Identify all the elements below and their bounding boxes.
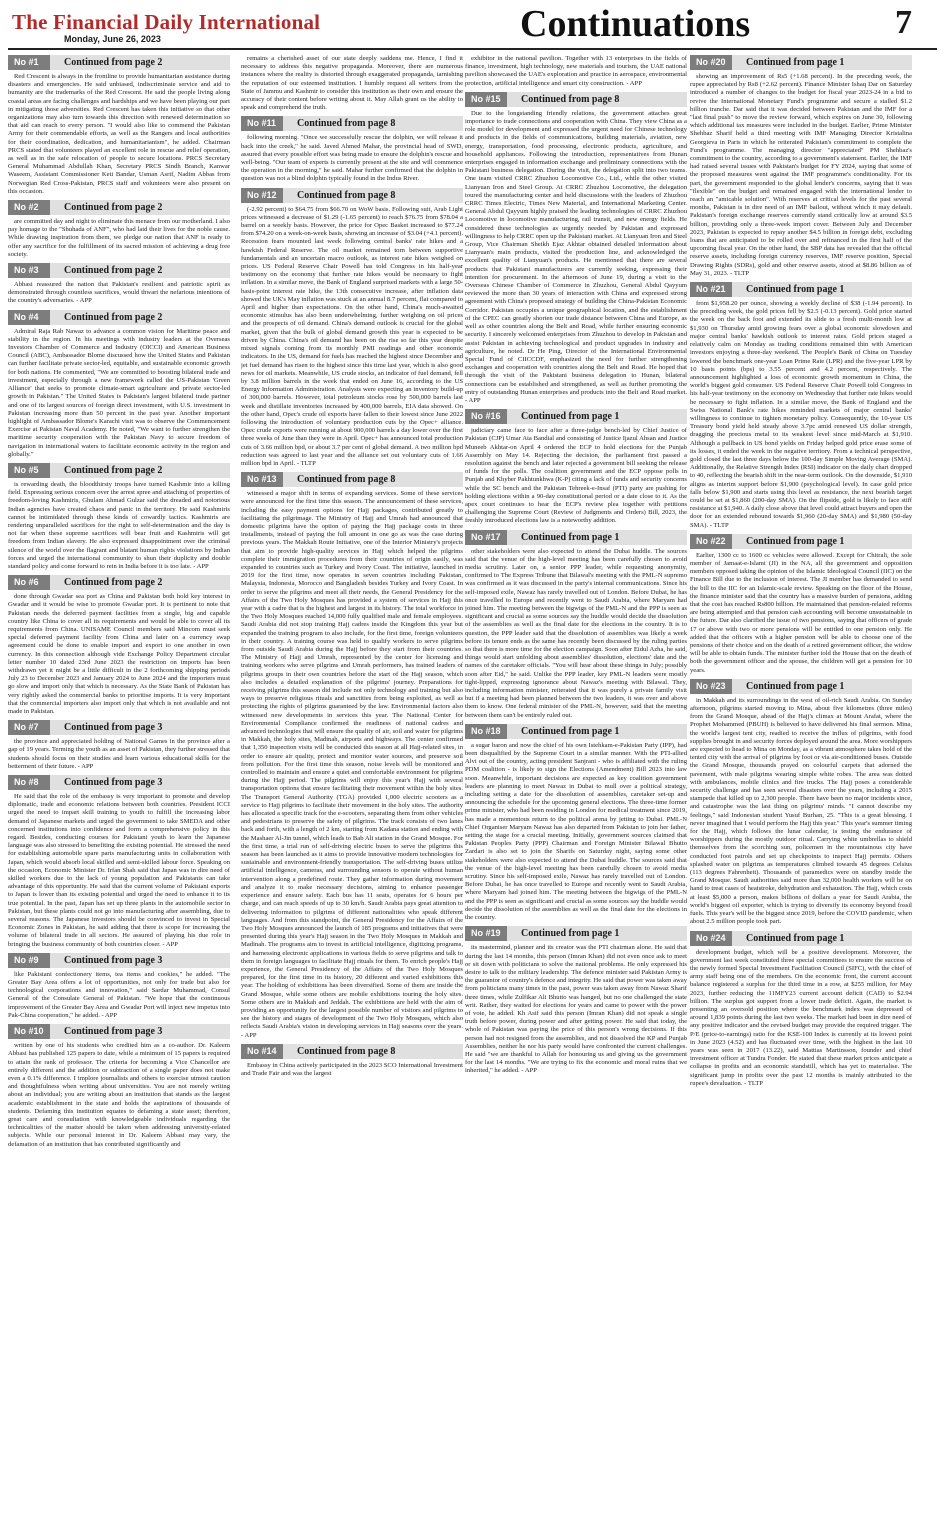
story xyxy=(465,92,687,405)
masthead xyxy=(0,0,945,50)
story-number: No #13 xyxy=(241,472,283,487)
continued-from-label: Continued from page 1 xyxy=(746,284,845,296)
masthead-rule xyxy=(8,48,937,50)
continued-from-label: Continued from page 3 xyxy=(64,1026,163,1038)
story-body: exhibitor in the national pavilion. Together with 13 enterprises in the fields of finance, investment, high technology, new materials and tourism, the UAE national pavilion showcased the UAE's exploration and practice in aerospace, environmental protection, artificial intelligence and smart city construction. - APP xyxy=(465,55,687,87)
story xyxy=(465,724,687,922)
story-header xyxy=(8,720,230,735)
continued-from-label: Continued from page 2 xyxy=(64,265,163,277)
story-body: are committed day and night to eliminate this menace from our motherland. I also pay homage to the "Shuhada of ANF", who had laid their lives for the noble cause. While drawing inspiration from them, we pledge our nation that ANF is ready to offer any sacrifice for the fulfillment of its sacred mission of achieving a drug free society. xyxy=(8,218,230,258)
column-4 xyxy=(690,55,912,1525)
continued-from-label: Continued from page 1 xyxy=(746,680,845,692)
story-number: No #8 xyxy=(8,775,50,790)
story-body: done through Gwadar sea port as China and Pakistan both hold key interest in Gwadar and it would be wise to promote Gwadar port. It is pertinent to note that Pakistan needs the deferred payment facilities from a single, big and capable country like China to cover all its requirements and would be able to cover all its requirements from China. UNISAME Council members said Mincom must seek special deferred payment facility from China and later on a currency swap agreement could be done to enable import and export to one another in own currency. In this connection although vide Exchange Policy Department circular letter number 10 dated 23rd June 2023 the restriction on imports has been withdrawn yet it might be a little difficult in the 2 forthcoming shipping periods July 23 to December 2023 and January 2024 to June 2024 and the importers must go slow and import only that which is necessary. As the State Bank of Pakistan has very rightly asked the commercial banks to prioritise imports. It is very important that the commercial importers also import only that which is not available and not made in Pakistan. xyxy=(8,593,230,715)
story-number: No #12 xyxy=(241,188,283,203)
story-header xyxy=(241,188,463,203)
story-header xyxy=(8,310,230,325)
paper-name: The Financial Daily International xyxy=(12,10,321,34)
story-number: No #22 xyxy=(690,534,732,549)
story-number: No #24 xyxy=(690,931,732,946)
story-header xyxy=(241,1044,463,1059)
story-number: No #6 xyxy=(8,575,50,590)
story-body: Earlier, 1300 cc to 1600 cc vehicles were allowed. Except for Chitrali, the sole member of Jamaat-e-Islami (JI) in the NA, all the government and opposition members opposed taking the opinion of the Islamic Ideological Council (IIC) on the Finance Bill due to the inclusion of interest. The JI member has demanded to send the bill to the IIC for an Islamic-scale review. Speaking on the floor of the House, the finance minister said that the country has a massive burden of pensions, adding that the cost has reached Rs800 billion. He maintained that pension-related reforms are being attempted and that pension cash accounting will become unsustainable in the future. Dar also clarified the issue of two pensions, saying that officers of grade 17 or above with two or more pensions will be entitled to one pension only. He added that the officers with a higher pension will be able to choose one of the pensions of their choice and on the death of a retired government officer, the widow will be able to obtain funds. The minister further told the House that on the death of both the government officer and the spouse, the children will get a pension for 10 years. xyxy=(690,551,912,674)
story-body: the province and appreciated holding of National Games in the province after a gap of 19 years. Terming the youth as an asset of Pakistan, they further stressed that students should focus on their studies and learn various educational skills for the betterment of their future. - APP xyxy=(8,738,230,770)
page-number: 7 xyxy=(895,4,912,41)
story-header xyxy=(8,55,230,70)
continued-from-label: Continued from page 2 xyxy=(64,464,163,476)
story xyxy=(241,55,463,112)
story-body: written by one of his students who credited him as a co-author. Dr. Kaleem Abbasi has published 125 papers to date, while a minimum of 15 papers is required to attain the rank of professor. The criteria for becoming a Vice Chancellor are entirely different and the addition or subtraction of a single paper does not make even a 0.1% difference. I implore journalists and others to exercise utmost caution and thoughtfulness when writing about universities. You are not merely writing about an individual; you are writing about an institution that stands as the largest academic establishment in the state and holds the aspirations of thousands of students. Defaming this institution equates to defaming a state asset; therefore, great care and consultation with knowledgeable individuals regarding the technicalities of the matter should be taken when addressing university-related subjects. While our personal interest in Dr. Kaleem Abbasi may vary, the defamation of an institution that has contributed significantly and xyxy=(8,1042,230,1148)
story-number: No #1 xyxy=(8,55,50,70)
story xyxy=(8,1024,230,1149)
story xyxy=(8,720,230,771)
story-number: No #2 xyxy=(8,200,50,215)
story-header xyxy=(8,775,230,790)
continued-from-label: Continued from page 8 xyxy=(297,189,396,201)
story xyxy=(8,310,230,459)
story xyxy=(690,679,912,927)
story-header xyxy=(8,263,230,278)
continued-from-label: Continued from page 2 xyxy=(64,577,163,589)
story-header xyxy=(8,463,230,478)
story-body: from $1,958.20 per ounce, showing a weekly decline of $38 (-1.94 percent). In the preceding week, the gold prices fell by $2.5 (-0.13 percent). Gold price started the week on the back foot and extended its slide to a fresh multi-month low at $1,930 on Thursday amid growing fears over a global economic slowdown and major central banks' hawkish outlook to interest rates. Gold prices staged a relatively calm on Monday as trading conditions remained thin with American investors enjoying a three-day weekend. The People's Bank of China on Tuesday lowered the benchmark one-year Loan Prime Rate (LPR) and the five-year LPR by 10 basis points (bps) to 3.55 percent and 4.2 percent, respectively. The announcement highlighted a loss of economic growth momentum in China, the world's biggest gold consumer. US Federal Reserve Chair Powell told Congress in his half-year testimony on the economy on Wednesday that further rate hikes would be necessary to fight inflation. In a similar move, the Bank of England and the Swiss National Bank's rate hikes reminded markets of major central banks' willingness to continue to tighten monetary policy. Consequently, the 10-year US Treasury bond yield held steady above 3.7pc amid renewed US dollar strength, dragging the precious metal to its weakest level since mid-March at $1,910. Although a pullback in US bond yields on Friday helped gold price erase some of its losses, it ended the week in the negative territory. From a technical perspective, gold closed the last three days below the 100-day Simple Moving Average (SMA). Additionally, the Relative Strength Index (RSI) indicator on the daily chart dropped to 40, reflecting the bearish shift in the near-term outlook. On the downside, $1,910 aligns as interim support before $1,900 (psychological level). In case gold price falls below $1,900 and starts using this level as resistance, the next bearish target could be set at $1,860 (200-day SMA). On the flipside, gold is likely to face stiff resistance at $1,940. A daily close above that level could attract buyers and open the door for an extended rebound towards $1,960 (20-day SMA) and $1,980 (50-day SMA). - TLTP xyxy=(690,300,912,529)
story-header xyxy=(465,724,687,739)
story-number: No #19 xyxy=(465,926,507,941)
continued-from-label: Continued from page 1 xyxy=(746,535,845,547)
story-body: Abbasi reassured the nation that Pakistan's resilient and patriotic spirit as demonstrated through countless sacrifices, would thwart the nefarious intentions of the country's adversaries. - APP xyxy=(8,281,230,305)
story-body: like Pakistani confectionery items, tea items and cookies," he added. "The Greater Bay Area offers a lot of opportunities, not only for trade but also for technological corporations and innovation," said Sardar Muhammad, Consul General of the Consulate General of Pakistan. "We hope that the continuous improvement of the Greater Bay Area and Gwadar Port will inject new impetus into Pak-China cooperation," he added. - APP xyxy=(8,970,230,1019)
story-body: showing an improvement of Rs5 (+1.68 percent). In the preceding week, the rupee appreciated by Rs8 (+2.62 percent). Finance Minister Ishaq Dar on Saturday introduced a number of changes to the budget for fiscal year 2023-24 in a bid to revive the International Monetary Fund's programme and secure a stalled $1.2 billion tranche. Dar said that it was decided between Pakistan and the IMF for a "last final push" to move the review forward, which expires on June 30, following which additional tax measures were included in the budget. Earlier, Prime Minister Shehbaz Sharif held a third meeting with IMF Managing Director Kristalina Georgieva in Paris in which he reiterated Pakistan's commitment to complete the Fund's programme. The managing director "appreciated" PM Shehbaz's commitment to the country, according to a government's statement. Earlier, the IMF had raised several issues with Pakistan's budget for FY 2024, saying that some of the proposed measures went against the IMF programme's conditionality. For its part, the government responded to the global lender's concerns, saying that it was "flexible" on the budget and remained engaged with the international lender to reach an "amicable solution". With reserves at critical levels for the past several months, Pakistan is in dire need of an IMF bailout, without which it may default. Pakistan's foreign exchange reserves currently stand critically low at around $3.5 billion, providing only a three-week import cover. Between July and December 2023, Pakistan is expected to repay another $4.5 billion in foreign debt, excluding loans that are anticipated to be rolled over and refinanced in the first half of the upcoming fiscal year. On the other hand, the SBP data has revealed that the official reserve assets, including foreign currency reserves, IMF reserve position, Special Drawing Rights (SDRs), gold and other reserve assets, stood at $8.86 billion as of May 31, 2023. - TLTP xyxy=(690,73,912,277)
continued-from-label: Continued from page 1 xyxy=(521,725,620,737)
story-body: Red Crescent is always in the frontline to provide humanitarian assistance during disasters and emergencies. He said unbiased, indiscriminate service and aid to humanity are the trademarks of the Red Crescent. He said the people living along coastal areas are facing challenges and hardships and we have been playing our part in mitigating those adversities. Red Crescent has taken this initiative so that other organizations may also turn towards this direction with renewed determination so that aid can reach to every person. "I would also like to commend the Pakistan Army for their commendable efforts, as well as the Rangers and local authorities for their coordination, dedication, and humanitarianism", he added. Chairman PRCS stated that volunteers played an excellent role in rescue and relief operation, as well as in the safe relocation of people to secure locations. PRCS Secretary General Muhammad Abdullah Khan, Secretary PRCS Sindh Branch, Kanwar Waseem, Assistant Commissioner Keti Bandar, Usman Asrif, Nadim Abbas from Norwegian Red Cross-Pakistan, PRCS staff and volunteers were also present on this occasion. xyxy=(8,73,230,195)
story xyxy=(465,530,687,720)
continued-from-label: Continued from page 1 xyxy=(521,531,620,543)
story-header xyxy=(690,534,912,549)
story xyxy=(8,200,230,259)
story-number: No #16 xyxy=(465,409,507,424)
section-title: Continuations xyxy=(520,3,751,45)
continued-from-label: Continued from page 8 xyxy=(297,1045,396,1057)
continued-from-label: Continued from page 8 xyxy=(297,118,396,130)
story xyxy=(8,463,230,571)
issue-date: Monday, June 26, 2023 xyxy=(64,34,161,44)
story-body: a sugar baron and now the chief of his own Istehkam-e-Pakistan Party (IPP), had been disqualified by the Supreme Court in a similar manner. With the PTI-allied Alvi out of the country, acting president Sanjrani - who is affiliated with the ruling PDM coalition - is likely to sign the Elections (Amendment) Bill 2023 into law soon. Meanwhile, important decisions are expected as key coalition government leaders are planning to meet Nawaz in Dubai to mull over a political strategy, including setting a date for the dissolution of assemblies, caretaker set-up and announcing the schedule for the upcoming general elections. The three-time former prime minister, who had been residing in London for medical treatment since 2019, has made a momentous return to the political arena by jetting to Dubai. PML-N Chief Organiser Maryam Nawaz has also departed from Pakistan to join her father, setting the stage for a crucial meeting. Initially, government sources claimed that Pakistan Peoples Party (PPP) Chairman and Foreign Minister Bilawal Bhutto Zardari is also set to join the Sharifs on Saturday night, saying some other stakeholders were also expected to attend the Dubai huddle. The sources said that the venue of the high-level meeting has been carefully chosen to avoid media scrutiny. Since his self-imposed exile, Nawaz has rarely travelled out of London. Before Dubai, he has once travelled to Europe and recently went to Saudi Arabia, where Maryam had joined him. The meeting between the bigwigs of the PML-N and the PPP is seen as significant and crucial as some sources say the huddle would decide the dissolution of the assemblies as well as the final date for the elections in the country. xyxy=(465,741,687,922)
story-header xyxy=(465,530,687,545)
column-2 xyxy=(241,55,463,1525)
story-body: other stakeholders were also expected to attend the Dubai huddle. The sources said that the venue of the high-level meeting has been carefully chosen to avoid media scrutiny. Later on, a senior PPP leader, while requesting anonymity, confirmed to The Express Tribune that Bilawal's meeting with the PML-N supremo was confirmed as it was discussed in the party's internal communications. Since his self-imposed exile, Nawaz has rarely travelled out of London. Before Dubai, he has once travelled to Europe and recently went to Saudi Arabia, where Maryam had joined him. The meeting between the bigwigs of the PML-N and the PPP is seen as significant and crucial as some sources say the huddle would decide the dissolution of the assemblies as well as the final date for the elections in the country. It is to question, the PPP leader said that the dissolution of assemblies was likely a week before its tenure ends as the same has recently been discussed by the ruling parties so that there is more time for the election campaign. Soon after Eidul Azha, he said, things would start unfolding about assemblies' dissolution, elections' date and the names of the caretaker officials. "You will hear about these things in July; possibly soon after Eid," he said. Unlike the PPP leader, key PML-N leaders were mostly tight-lipped, expressing ignorance about Nawaz's meeting with Bilawal. They, including information minister, reiterated that it was purely a private family visit but if a meeting had been planned between the two leaders, it was over and above them to know. One federal minister of the PML-N, however, said that the meeting between them can't be entirely ruled out. xyxy=(465,547,687,719)
story-number: No #5 xyxy=(8,463,50,478)
story-header xyxy=(8,953,230,968)
story xyxy=(465,409,687,525)
story xyxy=(465,55,687,88)
continued-from-label: Continued from page 8 xyxy=(297,474,396,486)
story-header xyxy=(465,409,687,424)
story-number: No #21 xyxy=(690,282,732,297)
story-header xyxy=(690,282,912,297)
story-body: judiciary came face to face after a three-judge bench-led by Chief Justice of Pakistan (CJP) Umar Ata Bandial and consisting of Justice Ijazul Ahsan and Justice Muneeb Akhtar-on April 4 ordered the ECP to hold elections for the Punjab Assembly on May 14. Rejecting the decision, the parliament first passed a resolution against the bench and later rejected a government bill seeking the release of funds for the polls. The coalition government and the ECP oppose polls in Punjab and Khyber Pakhtunkhwa (K-P) citing a lack of funds and security concerns while the SC bench and the Pakistan Tehreek-e-Insaf (PTI) party are pushing for holding elections within a 90-day constitutional period or a date close to it. As the apex court continues to hear the ECP's review plea together with petitions challenging the Supreme Court (Review of Judgments and Orders) Bill, 2023, the freshly introduced elections law is a noteworthy addition. xyxy=(465,427,687,525)
story-header xyxy=(8,575,230,590)
story-header xyxy=(690,931,912,946)
story-header xyxy=(241,472,463,487)
story-number: No #4 xyxy=(8,310,50,325)
story-header xyxy=(241,116,463,131)
story-body: Embassy in China actively participated in the 2023 SCO International Investment and Trade Fair and was the largest xyxy=(241,1061,463,1077)
continued-from-label: Continued from page 1 xyxy=(521,928,620,940)
story-header xyxy=(690,679,912,694)
story-number: No #17 xyxy=(465,530,507,545)
story-header xyxy=(8,200,230,215)
story-body: (-2.92 percent) to $64.75 from $66.70 on WoW basis. Following suit, Arab Light prices witnessed a decrease of $1.29 (-1.65 percent) to reach $76.75 from $78.04 a barrel on a weekly basis. However, the price for Opec Basket increased to $77.24 from $74.20 on a week-on-week basis, showing an increase of $3.04 (+4.1 percent). Recession fears mounted last week following central banks' rate hikes and a hawkish Federal Reserve. The oil market remained torn between supportive fundamentals and an uncertain macro outlook, as interest rate hikes weighed on prices. US Federal Reserve Chair Powell has told Congress in his half-year testimony on the economy that further rate hikes would be necessary to fight inflation. In a similar move, the Bank of England surprised markets with a large 50-basis-point interest rate hike, the 13th consecutive increase, after inflation data showed the UK's May inflation was stuck at an annual 8.7 percent, flat compared to April and higher than expectations. On the other hand, China's much-awaited economic stimulus has also been underwhelming, further weighing on oil prices and the prospects of oil demand. China's demand outlook is crucial for the global market, given that the bulk of global demand growth this year is expected to be driven by China. China's oil demand has been on the rise so far this year despite mixed signals coming from its monthly PMI readings and other economic indicators. In the US, demand for fuels has reached the highest since December and jet fuel demand has risen to the highest since this time last year, which is also good news for oil markets. Meanwhile, US crude stocks, an indicator of fuel demand, fell by 3.8 million barrels in the week that ended on June 16, according to the US Energy Information Administration. Analysts were expecting an inventory build-up of 300,000 barrels. However, total petroleum stocks rose by 500,000 barrels last week and distillate inventories increased by 400,000 barrels, EIA data showed. On the other hand, Opec's crude oil exports have fallen to their lowest since June 2022 following the introduction of voluntary production cuts by the Opec+ alliance. Opec crude exports were running at about 900,000 barrels a day lower over the first three weeks of June than they were in April. Opec+ has announced total production cuts of 3.66 million bpd, or about 3.7 per cent of global demand. A two million bpd reduction was agreed to last year and the alliance set out voluntary cuts of 1.66 million bpd in April. - TLTP xyxy=(241,205,463,467)
story-number: No #20 xyxy=(690,55,732,70)
story-number: No #15 xyxy=(465,92,507,107)
story xyxy=(690,282,912,530)
story xyxy=(241,188,463,469)
story-number: No #10 xyxy=(8,1024,50,1039)
story-header xyxy=(8,1024,230,1039)
continued-from-label: Continued from page 8 xyxy=(521,93,620,105)
story-body: in Makkah and its surroundings in the west of oil-rich Saudi Arabia. On Sunday afternoon, pilgrims started moving to Mina, about five kilometres (three miles) from the Grand Mosque, ahead of the Hajj's climax at Mount Arafat, where the Prophet Mohammed (PBUH) is believed to have delivered his final sermon. Mina, the world's largest tent city, readied to receive the influx of pilgrims, with food supplies brought in and security forces deployed around the area. More worshippers are expected to head to Mina on Monday, as a vibrant atmosphere takes hold of the tented city with the arrival of pilgrims by foot or via air-conditioned buses. Outside the Grand Mosque, thousands prayed on colourful carpets that adorned the pavement, with male pilgrims wearing simple white robes. The area was dotted with ambulances, mobile clinics and fire trucks. The Hajj poses a considerable security challenge and has seen several disasters over the years, including a 2015 stampede that killed up to 2,300 people. There have been no major incidents since, and catastrophe was the last thing on pilgrims' minds. "I cannot describe my feelings," said Indonesian student Yusuf Burhan, 25. "This is a great blessing. I never imagined that I would perform the Hajj this year." This year's summer timing for the Hajj, which follows the lunar calendar, is testing the endurance of worshippers during the mostly outdoor ritual. Carrying white umbrellas to shield themselves from the scorching sun, policemen in the mountainous city have conducted foot patrols and set up checkpoints to inspect Hajj permits. Others splashed water on pilgrims as temperatures climbed towards 45 degrees Celsius (113 degrees Fahrenheit). Thousands of paramedics were on standby inside the Grand Mosque. Saudi authorities said more than 32,000 health workers will be on hand to treat cases of heatstroke, dehydration and exhaustion. The Hajj, which costs at least $5,000 a person, makes billions of dollars a year for Saudi Arabia, the world's biggest oil exporter, which is trying to diversify its economy beyond fossil fuels. This year's will be the biggest since 2019, before the COVID pandemic, when about 2.5 million people took part. xyxy=(690,696,912,926)
story-body: its mastermind, planner and its creator was the PTI chairman alone. He said that during the last 14 months, this person (Imran Khan) did not even once ask to meet or sit down with politicians to solve the national problems. He only expressed his desire to talk to the military leadership. The defence minister said Pakistan Army is the guarantor of country's defence and integrity. He said that power was taken away from politicians many times in the past, power was taken away from Nawaz Sharif three times, while Zulfikar Ali Bhutto was hanged, but no one challenged the state writ. Rather, they waited for elections for years and came to power with the power of vote, he added. Kh Asif said this person (Imran Khan) did not speak a single truth before power, during power and after getting power. He said that today, the whole of Pakistan was paying the price of this person's wrong decisions. If this person had not resigned from the assemblies, and not dissolved the KP and Punjab Assemblies, neither he nor his party would have confronted the current challenges. He said "we are thankful to Allah for honouring us and giving us the government for the last 14 months. "We are trying to fix the economic and moral ruins that we inherited," he added. - APP xyxy=(465,944,687,1075)
story-number: No #23 xyxy=(690,679,732,694)
story-number: No #7 xyxy=(8,720,50,735)
story-body: witnessed a major shift in terms of expanding services. Some of these services were announced for the first time this season. The announcement of these services, including the easy payment options for Hajj packages, contributed greatly to facilitating the pilgrimage. The Ministry of Hajj and Umrah had announced that domestic pilgrims have the option of paying the Hajj package costs in three installments, instead of paying the full amount in one go as was the case during previous years. The Makkah Route Initiative, one of the Interior Ministry's projects that aim to provide high-quality services in Hajj which helped the pilgrims complete their immigration procedures from their countries of origin easily, was expanded to countries such as Turkey and Ivory Coast. The initiative, launched in 2019 for the first time, now operates in seven countries including Pakistan, Malaysia, Indonesia, Morocco and Bangladesh besides Turkey and Ivory Coast. In order to serve the pilgrims and meet all their needs, the General Presidency for the Affairs of the Two Holy Mosques has provided a system of services in Hajj this year with a cadre that is the highest and largest in its history. The total workforce in the Two Holy Mosques reached 14,000 fully qualified male and female employees. Saudi Arabia did not stop training Hajj cadres inside the Kingdom this year but expanded the training program to also include, for the first time, foreign volunteers in their country. A training course was held to qualify workers to serve pilgrims from outside Saudi Arabia during the Hajj before they start from their countries. The Ministry of Hajj and Umrah, represented by the center for licensing and training workers who serve pilgrims and Umrah performers, has trained leaders of pilgrims groups in their own countries before the start of the Hajj season, which also includes a detailed explanation of the pilgrims' journey. Preparations for receiving pilgrims this season did include not only technology and training but also ways to preserve religious rituals and sanctities from being exploited, as well as protecting the rights of pilgrims guaranteed by the law. Environmental factors also witnessed new developments in services this year. The National Center for Environmental Compliance confirmed the readiness of national cadres and advanced technologies that will ensure the quality of air, soil and water for pilgrims in Makkah, the holy sites, Madinah, airports and highways. The center confirmed that 1,350 inspection visits will be conducted this season at all Hajj-related sites, in order to ensure air quality, protect and monitor water sources, and preserve soil from pollution. For the first time this season, noise levels will be monitored and controlled to maintain and ensure a quiet and comfortable environment for pilgrims during the Hajj period. The pilgrims will enjoy this year's Hajj with several transportation options that ensure facilitating their movement within the holy sites. The Transport General Authority (TGA) provided 1,000 electric scooters as a service to Hajj pilgrims to facilitate their movement in the holy sites. The authority has allocated a specific track for the e-scooters, separating them from other vehicles and pedestrians to preserve the safety of pilgrims. The track consists of two lanes back and forth, with a length of 2 km, starting from Kadana station and ending with the Mashaer Al-Jin tunnel, which leads to Bab Ali station in the Grand Mosque. For the first time, a trial run of self-driving electric buses to serve the pilgrims this season has been launched as it aims to provide innovative modern technologies for sustainable and environment-friendly transportation. The self-driving buses utilize artificial intelligence, cameras, and surrounding sensors to operate without human intervention along a predefined route. They gather information during movement and analyze it to make necessary decisions, aiming to enhance passenger experience and ensure safety. Each bus has 11 seats, operates for 6 hours per charge, and can reach speeds of up to 30 km/h. Saudi Arabia pays great attention to delivering information to pilgrims of different nationalities who speak different languages. And from this standpoint, the General Presidency for the Affairs of the Two Holy Mosques announced the launch of 185 programs and initiatives that were presented during this year's Hajj season in the Two Holy Mosques in Makkah and Madinah. The programs aim to invest in artificial intelligence, digitizing programs, and harnessing electronic applications in various fields to serve pilgrims and talk to them in foreign languages to facilitate Hajj rituals for them. To enrich people's Hajj experience, the General Presidency of the Affairs of the Two Holy Mosques prepared, for the first time in its history, 20 different and varied exhibitions this year. The holding of exhibitions has been diversified. Some of them are inside the Grand Mosque, while some others are mobile exhibitions touring the holy sites. Some others are in Makkah and Jeddah. The exhibitions are held with the aim of providing an opportunity for the largest possible number of visitors and pilgrims to see the history and stages of development of the Two Holy Mosques, which also reflects Saudi Arabia's vision in developing services in Hajj seasons over the years. - APP xyxy=(241,490,463,1039)
continued-from-label: Continued from page 2 xyxy=(64,57,163,68)
story-number: No #3 xyxy=(8,263,50,278)
story xyxy=(241,472,463,1040)
story xyxy=(8,953,230,1020)
column-3 xyxy=(465,55,687,1525)
continued-from-label: Continued from page 1 xyxy=(746,932,845,944)
story-number: No #9 xyxy=(8,953,50,968)
story xyxy=(8,775,230,949)
column-1 xyxy=(8,55,230,1525)
story xyxy=(8,575,230,716)
continued-from-label: Continued from page 3 xyxy=(64,722,163,734)
story-header xyxy=(690,55,912,70)
story xyxy=(8,55,230,196)
story-body: remains a cherished asset of our state deeply saddens me. Hence, I find it necessary to address this negative propaganda. Moreover, there are numerous instances where the reality is distorted through exaggerated propaganda, tarnishing the reputation of our esteemed institution. I humbly request all writers from the State of Jammu and Kashmir to consider this institution as their own and ensure the accuracy of their content before writing about it. May Allah grant us the ability to speak and comprehend the truth. xyxy=(241,55,463,112)
story-body: Due to the longstanding friendly relations, the government attaches great importance to trade connections and cooperation with China. They view China as a role model for development and expressed the urgent need for Chinese technology and products in the fields of communications, building materials, aviation, new energy, transportation, food processing, electronic products, agriculture, and household appliances. Following the introduction, representatives from Hunan enterprises engaged in information exchange and preliminary connections with the Pakistani business delegation. During the visit, the delegation split into two teams. One team visited CRRC Zhuzhou Locomotive Co., Ltd., while the other visited Lianyuan Iron and Steel Group. At CRRC Zhuzhou Locomotive, the delegation toured the manufacturing center and held discussions with the leaders of Zhuzhou CRRC Times Electric, Times New Material, and International Marketing Center. General Abdul Qayyum highly praised the leading technologies of CRRC Zhuzhou Locomotive in locomotive manufacturing, rail transit, and new energy fields. He considered these technologies as urgently needed by Pakistan and expressed willingness to help CRRC open up the Pakistani market. At Lianyuan Iron and Steel Group, Vice Chairman Sheikh Ejaz Akhtar obtained detailed information about Lianyuan's main products, visited the production line, and acknowledged the excellent quality of Lianyuan's products. He mentioned that there are several products that Pakistani manufacturers are currently seeking, expressing their intention for procurement. In the afternoon of June 19, during a visit to the Overseas Chinese Chamber of Commerce in Zhuzhou, General Abdul Qayyum reviewed the more than 30 years of interaction with China and expressed strong agreement with China's proposed strategy of building the China-Pakistan Economic Corridor. Pakistan occupies a unique geographical location, and the establishment of the CPEC can greatly shorten our trade distance between China and Europe, as well as other countries along the Belt and Road, while further ensuring economic security. I sincerely welcomed enterprises from Zhuzhou to develop in Pakistan and assist Pakistan in achieving technological and product upgrades in industry and agriculture, he noted. Dr He Ping, Director of the International Environmental Special Fund of CIICCDF, emphasized the need for further strengthening exchanges and cooperation with countries along the Belt and Road. He hoped that through the visit of the Pakistani business delegation to Hunan, bilateral connections can be established and strengthened, as well as further promoting the entry of outstanding Hunan enterprises and products into the Belt and Road market. - APP xyxy=(465,109,687,404)
story-number: No #11 xyxy=(241,116,283,131)
story xyxy=(465,926,687,1075)
story-body: is rewarding death, the bloodthirsty troops have turned Kashmir into a killing field. Expressing serious concern over the arrest spree and attaching of properties of freedom-loving Kashmiris, Ghulam Ahmad Gulzar said the dreaded and notorious Indian agencies have created chaos and panic in the territory. He said Kashmiris cannot be intimidated through these kinds of cowardly tactics. Kashmiris are rendering unparalleled sacrifices for the right to self-determination and the day is not far when these supreme sacrifices will bear fruit and Kashmiris will get freedom from Indian slavery. He also expressed disappointment over the criminal silence of the world over the flagrant and blatant human rights violations by Indian forces and urged the international community to shun their duplicity and double standard policy and come forward to rein in India before it is too late. - APP xyxy=(8,480,230,570)
continued-from-label: Continued from page 1 xyxy=(521,411,620,423)
story xyxy=(690,534,912,675)
continued-from-label: Continued from page 3 xyxy=(64,777,163,789)
continued-from-label: Continued from page 1 xyxy=(746,57,845,68)
story-number: No #18 xyxy=(465,724,507,739)
story-body: following morning. "Once we successfully rescue the dolphin, we will release it back into the creek," he said. Javed Ahmed Mahar, the provincial head of SWD, assured that every possible effort was being made to ensure the dolphin's rescue and well-being. "Our team of experts is currently present at the site and will commence the operation in the morning," he said. Mahar further confirmed that the dolphin in question was not a blind dolphin typically found in the Indus River. xyxy=(241,134,463,183)
story-number: No #14 xyxy=(241,1044,283,1059)
continued-from-label: Continued from page 2 xyxy=(64,311,163,323)
story-body: Admiral Raja Rab Nawaz to advance a common vision for Maritime peace and stability in the region. In his meetings with industry leaders at the Overseas Investors Chamber of Commerce and Industry (OICCI) and American Business Council (ABC), Ambassador Blome discussed how the United States and Pakistan can further facilitate private sector-led, equitable, and sustainable economic growth for both nations. He commented, "We are committed to boosting bilateral trade and investment, especially through a new framework called the US-Pakistan 'Green Alliance' that seeks to promote climate-smart agriculture and private sector-led growth in Pakistan." The United States is Pakistan's largest bilateral trade partner and one of its largest sources of foreign direct investment, with U.S. investment in Pakistan increasing more than 50 percent in the past year. Another important highlight of Ambassador Blome's Karachi visit was to observe the Commencement Exercise at Pakistan Naval Academy. He noted, "We want to further strengthen the maritime security cooperation with the Pakistan Navy to secure freedom of navigation in international waters to facilitate economic activity in the region and globally." xyxy=(8,327,230,458)
story xyxy=(8,263,230,306)
continued-from-label: Continued from page 2 xyxy=(64,202,163,214)
story-body: development budget, which will be a positive development. Moreover, the government last week constituted three special committees to ensure the success of the newly formed Special Investment Facilitation Council (SIFC), with the chief of army staff being one of the members. On the economic front, the current account balance registered a surplus for the third time in a row, at $255 million, for May 2023, further reducing the 11MFY23 current account deficit (CAD) to $2.94 billion. The surplus got support from a lower trade deficit. Again, the market is presenting an oversold position where the benchmark index was depressed of around 1,839 points during the last two weeks. The market had been in dire need of any positive indicator and the revised budget may provide the required trigger. The P/E (price-to-earnings) ratio for the KSE-100 Index is currently at its lowest point in June 2023 (4.52) and has fluctuated over time, with the highest in the last 10 years was seen in 2017 (13.22), said Mattias Martinsson, founder and chief investment officer at Tundra Fonder. He stated that these market prices anticipate a collapse in profits and an economic standstill, which has yet to materialise. The significant jump in profits over the past 12 months is mainly attributed to the rupee's devaluation. - TLTP xyxy=(690,948,912,1087)
story xyxy=(690,931,912,1088)
story-body: He said that the role of the embassy is very important to promote and develop diplomatic, trade and economic relations between both countries. President ICCI urged the need to impart skill training to youth to fulfill the increasing labor demand of Japanese markets and urged the government to take SMEDA and other concerned institutions into confidence and form a comprehensive policy in this regard. Besides, conducting courses for Pakistani youth to learn the Japanese language was also stressed to benefiting the existing potential. He stressed the need for establishing automobile spare parts manufacturing units in collaboration with Japan, which would absorb local skilled and semi-skilled labour force. Speaking on the occasion, Economic Minister Dr. Irfan Shah said that Japan was in dire need of skilled workers due to the lack of young population and Pakistanis can take advantage of this opportunity. He said that the current volume of Pakistani exports to Japan is lower than its existing potential and urged the need to enhance it to its true potential. In the past, Japan has set up three plants in the automobile sector in Pakistan, but these plants could not go into manufacturing after assembling, due to several reasons. The Japanese investors should be convinced to invest in Special Economic Zones in Pakistan, he said adding that there is scope for increasing the volume of bilateral trade in all sectors. He assured of playing his due role in bringing the business community of both countries closer. - APP xyxy=(8,793,230,948)
story xyxy=(241,116,463,183)
story-header xyxy=(465,92,687,107)
story xyxy=(690,55,912,278)
continued-from-label: Continued from page 3 xyxy=(64,954,163,966)
story xyxy=(241,1044,463,1078)
story-header xyxy=(465,926,687,941)
